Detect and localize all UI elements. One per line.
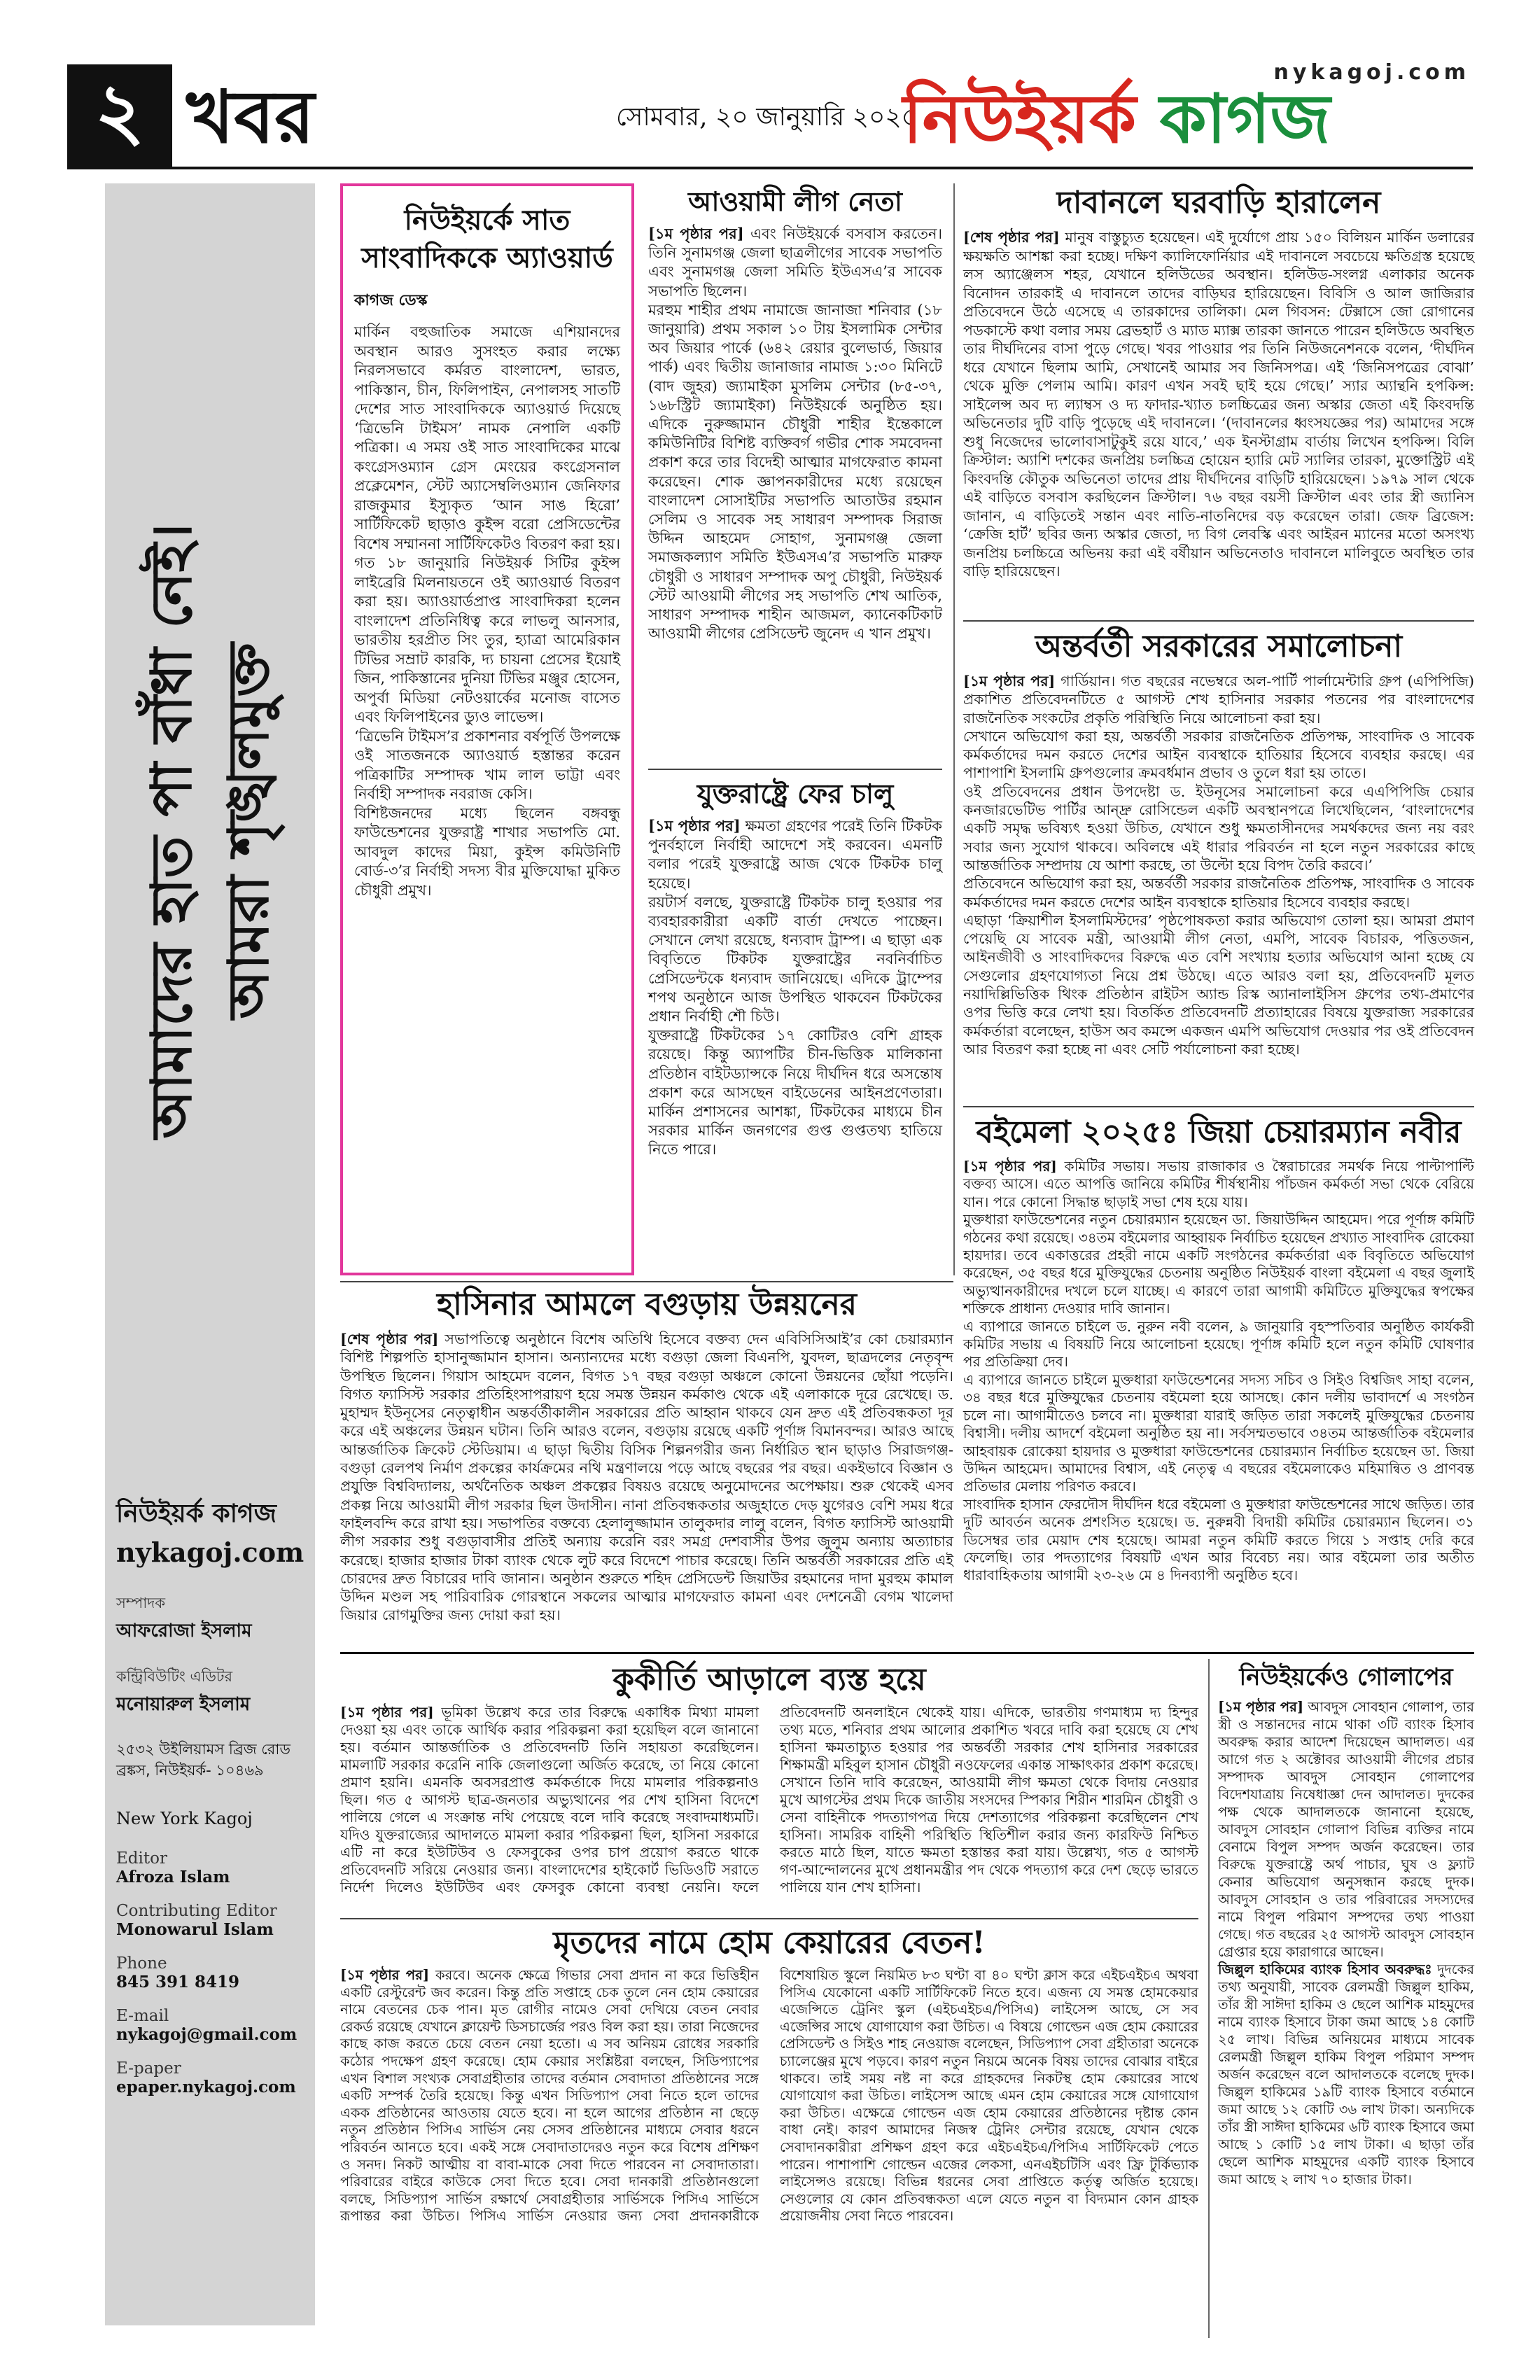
article-tiktok-lead: [১ম পৃষ্ঠার পর]	[648, 817, 741, 834]
article-interim-headline: অন্তর্বর্তী সরকারের সমালোচনা	[1035, 629, 1403, 664]
divider	[648, 769, 942, 770]
divider	[340, 1918, 1198, 1919]
article-boimela	[963, 1113, 1474, 1645]
article-golap-headline: নিউইয়র্কেও গোলাপের	[1239, 1663, 1453, 1691]
article-bogura-headline: হাসিনার আমলে বগুড়ায় উন্নয়নের	[437, 1287, 857, 1322]
article-bogura-text: সভাপতিত্বে অনুষ্ঠানে বিশেষ অতিথি হিসেবে বক্তব্য দেন এবিসিসিআই’র কো চেয়ারম্যান বিশিষ্ট শিল্পপতি হাসানুজ্জামান হাসান। অন্যান্যদের মধ্যে বগুড়া জেলা বিএনপি, যুবদল, ছাত্রদলের নেতৃবৃন্দ উপস্থিত ছিলেন। গিয়াস আহমেদ বলেন, বিগত ১৭ বছর বগুড়া অঞ্চলে কোনো উন্নয়নের ছোঁয়া পড়েনি। বিগত ফ্যাসিস্ট সরকার প্রতিহিংসাপরায়ণ হয়ে সমস্ত উন্নয়ন কর্মকাণ্ড থেকে এই এলাকাকে দূরে রেখেছে। ড. মুহাম্মদ ইউনূসের নেতৃত্বাধীন অন্তর্বর্তীকালীন সরকারের প্রতি আহ্বান থাকবে যেন দ্রুত এই প্রতিবন্ধকতা দূর করে এই অঞ্চলের উন্নয়ন ঘটান। তিনি আরও বলেন, বগুড়ায় রয়েছে একটি পূর্ণাঙ্গ বিমানবন্দর। আরও আছে আন্তর্জাতিক ক্রিকেট স্টেডিয়াম। এ ছাড়া দ্বিতীয় বিসিক শিল্পনগরীর জন্য নির্ধারিত স্থান ছাড়াও সিরাজগঞ্জ-বগুড়া রেলপথ নির্মাণ প্রকল্পের কার্যক্রমের নথি মন্ত্রণালয়ে পড়ে আছে বছরের পর বছর। একইভাবে বিজ্ঞান ও প্রযুক্তি বিশ্ববিদ্যালয়, অর্থনৈতিক অঞ্চল প্রকল্পের বিষয়ও রয়েছে অনুমোদনের অপেক্ষায়। শুরু থেকেই এসব প্রকল্প নিয়ে আওয়ামী লীগ সরকার ছিল উদাসীন। নানা প্রতিবন্ধকতার অজুহাতে দেড় যুগেরও বেশি সময় ধরে ফাইলবন্দি করে রাখা হয়। সভাপতির বক্তব্যে হেলালুজ্জামান তালুকদার লালু বলেন, বিগত ফ্যাসিস্ট আওয়ামী লীগ সরকার শুধু বগুড়াবাসীর প্রতিই অন্যায় করেনি বরং সমগ্র দেশবাসীর উপর জুলুম অন্যায় অত্যাচার করেছে। হাজার হাজার টাকা ব্যাংক থেকে লুট করে বিদেশে পাচার করেছে। তিনি অন্তর্বর্তী সরকারের প্রতি এই চোরদের দ্রুত বিচারের দাবি জানান। অনুষ্ঠান শুরুতে শহিদ প্রেসিডেন্ট জিয়াউর রহমানের দাদা মুরহুম কামাল উদ্দিন মণ্ডল সহ পারিবারিক গোরস্থানে সকলের আত্মার মাগফেরাত কামনা এবং দেশনেত্রী বেগম খালেদা জিয়ার রোগমুক্তির জন্য দোয়া করা হয়।	[340, 1331, 953, 1624]
divider	[340, 1281, 953, 1282]
article-golap-sub-text: দুদকের তথ্য অনুযায়ী, সাবেক রেলমন্ত্রী জিল্লুল হাকিম, তাঁর স্ত্রী সাঈদা হাকিম ও ছেলে আশিক মাহমুদের নামে ব্যাংক হিসাবে টাকা জমা আছে ১৪ কোটি ২৫ লাখ। বিভিন্ন অনিয়মের মাধ্যমে সাবেক রেলমন্ত্রী জিল্লুল হাকিম বিপুল পরিমাণ সম্পদ অর্জন করেছেন বলে আদালতকে বলেছে দুদক। জিল্লুল হাকিমের ১৯টি ব্যাংক হিসাবে বর্তমানে জমা আছে ১২ কোটি ৩৬ লাখ টাকা। অন্যদিকে তাঁর স্ত্রী সাঈদা হাকিমের ৬টি ব্যাংক হিসাবে জমা আছে ১ কোটি ১৫ লাখ টাকা। এ ছাড়া তাঁর ছেলে আশিক মাহমুদের একটি ব্যাংক হিসাবে জমা আছে ২ লাখ ৭০ হাজার টাকা।	[1218, 1961, 1474, 2188]
editor-name: আফরোজা ইসলাম	[116, 1620, 252, 1642]
column-divider	[953, 183, 955, 1275]
article-boimela-headline: বইমেলা ২০২৫ঃ জিয়া চেয়ারম্যান নবীর	[976, 1114, 1462, 1150]
divider	[340, 1652, 1474, 1654]
article-golap-text: আবদুস সোবহান গোলাপ, তার স্ত্রী ও সন্তানদের নামে থাকা ৩টি ব্যাংক হিসাব অবরুদ্ধ করার আদেশ দিয়েছেন আদালত। এর আগে গত ২ অক্টোবর আওয়ামী লীগের প্রচার সম্পাদক আবদুস সোবহান গোলাপের বিদেশযাত্রায় নিষেধাজ্ঞা দেন আদালত। দুদকের পক্ষ থেকে আদালতকে জানানো হয়েছে, আবদুস সোবহান গোলাপ বিভিন্ন ব্যক্তির নামে বেনামে বিপুল সম্পদ অর্জন করেছেন। তার বিরুদ্ধে যুক্তরাষ্ট্রে অর্থ পাচার, ঘুষ ও ফ্ল্যাট কেনার অভিযোগ অনুসন্ধান করছে দুদক। আবদুস সোবহান ও তার পরিবারের সদস্যদের নামে বিপুল পরিমাণ সম্পদের তথ্য পাওয়া গেছে। গত বছরের ২৫ আগস্ট আবদুস সোবহান গ্রেপ্তার হয়ে কারাগারে আছেন।	[1218, 1699, 1475, 1960]
article-wildfire-text: মানুষ বাস্তুচ্যুত হয়েছেন। এই দুর্যোগে প্রায় ১৫০ বিলিয়ন মার্কিন ডলারের ক্ষয়ক্ষতি আশঙ্কা করা হচ্ছে। দক্ষিণ ক্যালিফোর্নিয়ার এই দাবানলে সবচেয়ে ক্ষতিগ্রস্ত হয়েছে লস অ্যাঞ্জেলস শহর, যেখানে হলিউডের অবস্থান। হলিউড-সংলগ্ন এলাকার অনেক বিনোদন তারকাই এ দাবানলে তাদের বাড়িঘর হারিয়েছেন। বিবিসি ও আল জাজিরার প্রতিবেদনে উঠে এসেছে এ তারকাদের তালিকা। মেল গিবসন: টেক্সাসে জো রোগানের পডকাস্টে কথা বলার সময় ব্রেভহার্ট ও ম্যাড ম্যাক্স তারকা জানতে পারেন হলিউডে অবস্থিত তার দীর্ঘদিনের বাসা পুড়ে গেছে। খবর পাওয়ার পর তিনি নিউজনেশনকে বলেন, ‘দীর্ঘদিন ধরে যেখানে ছিলাম আমি, সেখানেই আমার সব জিনিসপত্র। এই ‘জিনিসপত্রের বোঝা’ থেকে মুক্তি পেলাম আমি। কারণ এখন সবই ছাই হয়ে গেছে।’ স্যার অ্যান্থনি হপকিন্স: সাইলেন্স অব দ্য ল্যাম্বস ও দ্য ফাদার-খ্যাত চলচ্চিত্রের জন্য অস্কার জেতা এই কিংবদন্তি অভিনেতার দুটি বাড়ি পুড়েছে এই দাবানলে। ‘(দাবানলের ধ্বংসযজ্ঞের পর) আমাদের সঙ্গে শুধু নিজেদের ভালোবাসাটুকুই রয়ে যাবে,’ এক ইনস্টাগ্রাম বার্তায় লিখেন হপকিন্স। বিলি ক্রিস্টাল: অ্যাশি দশকের জনপ্রিয় চলচ্চিত্র হোয়েন হ্যারি মেট স্যালির তারকা, মুক্তোস্ট্রিট এই কিংবদন্তি কৌতুক অভিনেতা তাদের প্রায় দীর্ঘদিনের বাড়িটি হারিয়েছেন। ১৯৭৯ সাল থেকে এই বাড়িতে বসবাস করছিলেন ক্রিস্টাল। ৭৬ বছর বয়সী ক্রিস্টাল এবং তার স্ত্রী জ্যানিস জানান, এ বাড়িতেই সন্তান এবং নাতি-নাতনিদের বড় করেছেন তারা। জেফ ব্রিজেস: ‘ক্রেজি হার্ট’ ছবির জন্য অস্কার জেতা, দ্য বিগ লেবস্কি এবং আইরন ম্যানের মতো অসংখ্য জনপ্রিয় চলচ্চিত্রে অভিনয় করা এই বর্ষীয়ান অভিনেতাও দাবানলে মালিবুতে অবস্থিত তার বাড়ি হারিয়েছেন।	[963, 229, 1475, 580]
article-awami-lead: [১ম পৃষ্ঠার পর]	[648, 225, 744, 242]
article-interim-lead: [১ম পৃষ্ঠার পর]	[963, 673, 1056, 690]
article-boimela-lead: [১ম পৃষ্ঠার পর]	[963, 1158, 1057, 1175]
article-tiktok	[648, 776, 942, 1273]
address-line-2: ব্রঙ্কস, নিউইয়র্ক- ১০৪৬৯	[116, 1762, 264, 1779]
page-number: ২	[67, 64, 172, 169]
article-award-body: মার্কিন বহুজাতিক সমাজে এশিয়ানদের অবস্থান আরও সুসংহত করার লক্ষ্যে নিরলসভাবে কর্মরত বাংলাদেশ, ভারত, পাকিস্তান, চীন, ফিলিপাইন, নেপালসহ সাতটি দেশের সাত সাংবাদিককে অ্যাওয়ার্ড দিয়েছে ‘ত্রিভেনি টাইমস’ নামক নেপালি একটি পত্রিকা। এ সময় ওই সাত সাংবাদিকের মাঝে কংগ্রেসওম্যান গ্রেস মেংয়ের কংগ্রেসনাল প্রক্লেমেশন, স্টেট অ্যাসেম্বলিওম্যান জেনিফার রাজকুমার ইস্যুকৃত ‘আন সাঙ হিরো’ সার্টিফিকেট ছাড়াও কুইন্স বরো প্রেসিডেন্টের বিশেষ সম্মাননা সার্টিফিকেটও বিতরণ করা হয়। গত ১৮ জানুয়ারি নিউইয়র্ক সিটির কুইন্স লাইব্রেরি মিলনায়তনে ওই অ্যাওয়ার্ড বিতরণ করা হয়। অ্যাওয়ার্ডপ্রাপ্ত সাংবাদিকরা হলেন বাংলাদেশ প্রতিনিধিত্ব করে লাভলু আনসার, ভারতীয় হরপ্রীত সিং তুর, হ্যাত্রা আমেরিকান টিভির সম্রাট কারকি, দ্য চায়না প্রেসের ইয়োই জিন, পাকিস্তানের দুনিয়া টিভির মঞ্জুর হোসেন, অপুর্বা মিডিয়া নেটওয়ার্কের মনোজ বাসেত এবং ফিলিপাইনের ড্যুও লাভেন্স। ‘ত্রিভেনি টাইমস’র প্রকাশনার বর্ষপূর্তি উপলক্ষে ওই সাতজনকে অ্যাওয়ার্ড হস্তান্তর করেন পত্রিকাটির সম্পাদক খাম লাল ভাট্টা এবং নির্বাহী সম্পাদক নবরাজ কেসি। বিশিষ্টজনদের মধ্যে ছিলেন বঙ্গবন্ধু ফাউন্ডেশনের যুক্তরাষ্ট্র শাখার সভাপতি মো. আবদুল কাদের মিয়া, কুইন্স কমিউনিটি বোর্ড-৩’র নির্বাহী সদস্য বীর মুক্তিযোদ্ধা মুকিত চৌধুরী প্রমুখ।	[354, 323, 620, 899]
article-homecare-headline: মৃতদের নামে হোম কেয়ারের বেতন!	[553, 1925, 986, 1961]
contrib-label: কন্ট্রিবিউটিং এডিটর	[116, 1668, 232, 1685]
masthead-url[interactable]: nykagoj.com	[116, 1536, 304, 1568]
email-link[interactable]: nykagoj@gmail.com	[116, 2025, 298, 2044]
article-wildfire	[963, 183, 1474, 617]
article-kukirti-body	[340, 1704, 1198, 1896]
phone-number: 845 391 8419	[116, 1973, 240, 1991]
slogan-line-1: আমাদের হাত পা বাঁধা নেই।	[139, 523, 205, 1139]
article-wildfire-headline: দাবানলে ঘরবাড়ি হারালেন	[1056, 185, 1381, 220]
en-contrib-name: Monowarul Islam	[116, 1920, 274, 1939]
article-interim-body	[963, 672, 1474, 1058]
article-tiktok-text: ক্ষমতা গ্রহণের পরেই তিনি টিকটক পুনর্বহালে নির্বাহী আদেশে সই করবেন। এমনটি বলার পরেই যুক্তরাষ্ট্রে আজ থেকে টিকটক চালু হয়েছে। রয়টার্স বলছে, যুক্তরাষ্ট্রে টিকটক চালু হওয়ার পর ব্যবহারকারীরা একটি বার্তা দেখতে পাচ্ছেন। সেখানে লেখা রয়েছে, ধন্যবাদ ট্রাম্প। এ ছাড়া এক বিবৃতিতে টিকটক যুক্তরাষ্ট্রের নবনির্বাচিত প্রেসিডেন্টকে ধন্যবাদ জানিয়েছে। এদিকে ট্রাম্পের শপথ অনুষ্ঠানে আজ উপস্থিত থাকবেন টিকটকের প্রধান নির্বাহী শৌ চিউ। যুক্তরাষ্ট্রে টিকটকের ১৭ কোটিরও বেশি গ্রাহক রয়েছে। কিন্তু অ্যাপটির চীন-ভিত্তিক মালিকানা প্রতিষ্ঠান বাইটড্যান্সকে নিয়ে দীর্ঘদিন ধরে অসন্তোষ প্রকাশ করে আসছেন বাইডেনের আইনপ্রণেতারা। মার্কিন প্রশাসনের আশঙ্কা, টিকটকের মাধ্যমে চীন সরকার মার্কিন জনগণের গুপ্ত গুপ্ততথ্য হাতিয়ে নিতে পারে।	[648, 818, 942, 1158]
address	[116, 1739, 305, 1781]
en-editor-name: Afroza Islam	[116, 1868, 230, 1886]
brand-logo-green: কাগজ	[1159, 79, 1331, 158]
article-bogura	[340, 1285, 953, 1649]
contrib-name: মনোয়ারুল ইসলাম	[116, 1694, 251, 1715]
article-tiktok-headline: যুক্তরাষ্ট্রে ফের চালু	[696, 778, 894, 809]
article-awami-body	[648, 224, 942, 643]
article-award-headline: নিউইয়র্কে সাত সাংবাদিককে অ্যাওয়ার্ড	[361, 204, 613, 274]
article-wildfire-lead: [শেষ পৃষ্ঠার পর]	[963, 229, 1060, 246]
epaper-link[interactable]: epaper.nykagoj.com	[116, 2078, 296, 2096]
masthead	[116, 1494, 305, 2112]
editor-label: সম্পাদক	[116, 1595, 166, 1611]
article-homecare-body	[340, 1967, 1198, 2225]
article-golap	[1218, 1660, 1474, 2339]
email-label: E-mail	[116, 2007, 169, 2025]
slogan	[105, 183, 315, 1478]
en-editor-label: Editor	[116, 1849, 167, 1868]
article-tiktok-body	[648, 816, 942, 1160]
article-homecare-text: করবে। অনেক ক্ষেত্রে গিভার সেবা প্রদান না করে ভিত্তিহীন একটি রেস্টুরেন্ট জব করেন। কিন্তু প্রতি সপ্তাহে চেক তুলে নেন হোম কেয়ারের নামে বেতনের চেক পান। মৃত রোগীর নামেও সেবা দেখিয়ে বেতন নেবার রেকর্ড রয়েছে যেখানে ক্লায়েন্ট ডিসচার্জের পরও বিল করা হয়। তারা নিজেদের কাছে কাজ করতে চেয়ে বেতন নেয়া হতো। এ সব অনিয়ম রোধের সরকারি কঠোর পদক্ষেপ গ্রহণ করেছে। হোম কেয়ার সংশ্লিষ্টরা বলছেন, সিডিপ্যাপের এখন বিশাল সংখ্যক সেবাগ্রহীতার তাদের বর্তমান সেবাদাতা প্রতিষ্ঠানের সঙ্গে একটি সম্পর্ক তৈরি হয়েছে। কিন্তু এখন সিডিপ্যাপ সেবা নিতে হলে তাদের একক প্রতিষ্ঠানের আওতায় যেতে হবে। না হলে আগের প্রতিষ্ঠান না ছেড়ে নতুন প্রতিষ্ঠান পিসিএ সার্ভিস নেয় সেসব প্রতিষ্ঠানের মাধ্যমে সেবার ধরনে পরিবর্তন আনতে হবে। একই সঙ্গে সেবাদাতাদেরও নতুন করে বিশেষ প্রশিক্ষণ ও সনদ। নিকট আত্মীয় বা বাবা-মাকে সেবা দিতে পারবেন না সেবাদাতারা। পরিবারের বাইরে কাউকে সেবা দিতে হবে। সেবা দানকারী প্রতিষ্ঠানগুলো বলছে, সিডিপ্যাপ সার্ভিস রক্ষার্থে সেবাগ্রহীতার সার্ভিসকে পিসিএ সার্ভিসে রূপান্তর করা উচিত। পিসিএ সার্ভিস নেওয়ার জন্য সেবা প্রদানকারীকে বিশেষায়িত স্কুলে নিয়মিত ৮৩ ঘণ্টা বা ৪০ ঘণ্টা ক্লাস করে এইচএইচএ অথবা পিসিএ যেকোনো একটি সার্টিফিকেট নিতে হবে। এজন্য যে সমস্ত হোমকেয়ার এজেন্সিতে ট্রেনিং স্কুল (এইচএইচএ/পিসিএ) লাইসেন্স আছে, সে সব এজেন্সির সাথে যোগাযোগ করা উচিত। এ বিষয়ে গোল্ডেন এজ হোম কেয়ারের প্রেসিডেন্ট ও সিইও শাহ নেওয়াজ বলেছেন, সিডিপ্যাপ সেবা গ্রহীতারা অনেকে চ্যালেঞ্জের মুখে পড়বে। কারণ নতুন নিয়মে অনেক বিষয় তাদের বোঝার বাইরে থাকবে। তাই সময় নষ্ট না করে গ্রাহকদের নিকটস্থ হোম কেয়ারের সাথে যোগাযোগ করা উচিত। লাইসেন্স আছে এমন হোম কেয়ারের সঙ্গে যোগাযোগ করা উচিত। এক্ষেত্রে গোল্ডেন এজ হোম কেয়ারের প্রতিষ্ঠানের দৃষ্টান্ত কোন বাধা নেই। কারণ আমাদের নিজস্ব ট্রেনিং সেন্টার রয়েছে, যেখান থেকে সেবাদানকারীরা প্রশিক্ষণ গ্রহণ করে এইচএইচএ/পিসিএ সার্টিফিকেট পেতে পারেন। পাশাপাশি গোল্ডেন এজের লেকসা, এনএইচটিসি এবং ফ্রি টুর্কিভ্যাক লাইসেন্সও রয়েছে। বিভিন্ন ধরনের সেবা প্রাপ্তিতে কর্তৃত্ব অর্জিত হয়েছে। সেগুলোর যে কোন প্রতিবন্ধকতা এলে যেতে নতুন বা বিদ্যমান কোন গ্রাহক প্রয়োজনীয় সেবা নিতে পারবেন।	[340, 1967, 1198, 2225]
masthead-en-title: New York Kagoj	[116, 1809, 253, 1828]
article-kukirti-headline: কুকীর্তি আড়ালে ব্যস্ত হয়ে	[612, 1662, 926, 1698]
article-kukirti-lead: [১ম পৃষ্ঠার পর]	[340, 1704, 434, 1721]
divider	[963, 620, 1474, 622]
article-boimela-text: কমিটির সভায়। সভায় রাজাকার ও স্বৈরাচারের সমর্থক নিয়ে পাল্টাপাল্টি বক্তব্য আসে। এতে আপত্তি জানিয়ে কমিটির শীর্ষস্থানীয় পাঁচজন কর্মকর্তা সভা থেকে বেরিয়ে যান। পরে কোনো সিদ্ধান্ত ছাড়াই সভা শেষ হয়ে যায়। মুক্তধারা ফাউন্ডেশনের নতুন চেয়ারম্যান হয়েছেন ডা. জিয়াউদ্দিন আহমেদ। পরে পূর্ণাঙ্গ কমিটি গঠনের কথা রয়েছে। ৩৪তম বইমেলার আহ্বায়ক নির্বাচিত হয়েছেন প্রখ্যাত সাংবাদিক রোকেয়া হায়দার। তবে একাত্তরের প্রহরী নামে একটি সংগঠনের কর্মকর্তারা এক বিবৃতিতে অভিযোগ করেছেন, ৩৫ বছর ধরে মুক্তিযুদ্ধের চেতনায় অনুষ্ঠিত নিউইয়র্ক বাংলা বইমেলা এ বছর জুলাই অভ্যুত্থানকারীদের দখলে চলে যাচ্ছে। এ কারণে তারা আগামী কমিটিতে মুক্তিযুদ্ধের স্বপক্ষের শক্তিকে প্রাধান্য দেওয়ার দাবি জানান। এ ব্যাপারে জানতে চাইলে ড. নুরুন নবী বলেন, ৯ জানুয়ারি বৃহস্পতিবার অনুষ্ঠিত কার্যকরী কমিটির সভায় এ বিষয়টি নিয়ে আলোচনা হয়েছে। পূর্ণাঙ্গ কমিটি হলে নতুন কমিটি ঘোষণার পর প্রতিক্রিয়া দেব। এ ব্যাপারে জানতে চাইলে মুক্তধারা ফাউন্ডেশনের সদস্য সচিব ও সিইও বিশ্বজিৎ সাহা বলেন, ৩৪ বছর ধরে মুক্তিযুদ্ধের চেতনায় বইমেলা হয়ে আসছে। কোন দলীয় ভাবাদর্শে এ সংগঠন চলে না। আগামীতেও চলবে না। মুক্তধারা যারাই জড়িত তারা সকলেই মুক্তিযুদ্ধের চেতনায় বিশ্বাসী। দলীয় আদর্শে বইমেলা অনুষ্ঠিত হয় না। সর্বসম্মতভাবে ৩৪তম আন্তর্জাতিক বইমেলার আহবায়ক রোকেয়া হায়দার ও মুক্তধারা ফাউন্ডেশনের চেয়ারম্যান নির্বাচিত হয়েছেন ডা. জিয়া উদ্দিন আহমেদ। আমাদের বিশ্বাস, এই নেতৃত্ব এ বছরের বইমেলাকেও মহিমান্বিত ও প্রাণবন্ত প্রতিভার মেলায় পরিণত করবে। সাংবাদিক হাসান ফেরদৌস দীর্ঘদিন ধরে বইমেলা ও মুক্তধারা ফাউন্ডেশনের সাথে জড়িত। তার দুটি আবর্তন অনেক প্রশংসিত হয়েছে। ড. নুরুন্নবী বিদায়ী কমিটির চেয়ারম্যান ছিলেন। ৩১ ডিসেম্বর তার মেয়াদ শেষ হয়েছে। আমরা নতুন কমিটি করতে গিয়ে ১ সপ্তাহ দেরি করে ফেলেছি। তার পদত্যাগের বিষয়টি এখন আর বিবেচ্য নয়। আর বইমেলা তার অতীত ধারাবাহিকতায় আগামী ২৩-২৬ মে ৪ দিনব্যাপী অনুষ্ঠিত হবে।	[963, 1158, 1474, 1584]
masthead-title: নিউইয়র্ক কাগজ	[116, 1499, 276, 1528]
article-bogura-body	[340, 1330, 953, 1625]
address-line-1: ২৫৩২ উইলিয়ামস ব্রিজ রোড	[116, 1741, 290, 1758]
article-homecare-lead: [১ম পৃষ্ঠার পর]	[340, 1967, 430, 1983]
article-awami-headline: আওয়ামী লীগ নেতা	[688, 186, 902, 217]
article-interim	[963, 627, 1474, 1103]
en-contrib-label: Contributing Editor	[116, 1902, 277, 1920]
article-bogura-lead: [শেষ পৃষ্ঠার পর]	[340, 1331, 439, 1348]
issue-date: সোমবার, ২০ জানুয়ারি ২০২৫	[616, 103, 918, 132]
phone-label: Phone	[116, 1954, 167, 1973]
article-awami	[648, 183, 942, 764]
article-awami-text: এবং নিউইয়র্কে বসবাস করতেন। তিনি সুনামগঞ্জ জেলা ছাত্রলীগের সাবেক সভাপতি এবং সুনামগঞ্জ জেলা সমিতি ইউএসএ’র সাবেক সভাপতি ছিলেন। মরহুম শাহীর প্রথম নামাজে জানাজা শনিবার (১৮ জানুয়ারি) প্রথম সকাল ১০ টায় ইসলামিক সেন্টার অব জিয়ার পার্কে (৬৪২ রেয়ার বুলেভার্ড, জিয়ার পার্ক) এবং দ্বিতীয় জানাজার নামাজ ১:৩০ মিনিটে (বাদ জুহর) জ্যামাইকা মুসলিম সেন্টার (৮৫-৩৭, ১৬৮স্ট্রিট জ্যামাইকা) নিউইয়র্কে অনুষ্ঠিত হয়। এদিকে নুরুজ্জামান চৌধুরী শাহীর ইন্তেকালে কমিউনিটির বিশিষ্ট ব্যক্তিবর্গ গভীর শোক সমবেদনা প্রকাশ করে তার বিদেহী আত্মার মাগফেরাত কামনা করেছেন। শোক জ্ঞাপনকারীদের মধ্যে রয়েছেন বাংলাদেশ সোসাইটির সভাপতি আতাউর রহমান সেলিম ও সাবেক সহ সাধারণ সম্পাদক সিরাজ উদ্দিন আহমেদ সোহাগ, সুনামগঞ্জ জেলা সমাজকল্যাণ সমিতি ইউএসএ’র সভাপতি মারুফ চৌধুরী ও সাধারণ সম্পাদক অপু চৌধুরী, নিউইয়র্ক স্টেট আওয়ামী লীগের সহ সভাপতি শেখ আতিক, সাধারণ সম্পাদক শাহীন আজমল, ক্যানেকটিকাট আওয়ামী লীগের প্রেসিডেন্ট জুনেদ এ খান প্রমুখ।	[648, 225, 942, 643]
article-kukirti	[340, 1660, 1198, 1896]
article-homecare	[340, 1924, 1198, 2344]
brand-logo-red: নিউইয়র্ক	[903, 79, 1137, 158]
divider	[963, 1106, 1474, 1107]
article-boimela-body	[963, 1158, 1474, 1585]
article-golap-body	[1218, 1698, 1474, 2188]
article-award-byline: কাগজ ডেস্ক	[354, 292, 428, 309]
article-wildfire-body	[963, 228, 1474, 581]
epaper-label: E-paper	[116, 2059, 181, 2078]
column-divider	[1208, 1659, 1210, 2338]
section-name: খবর	[186, 74, 315, 160]
slogan-line-2: আমরা শৃঙ্খলমুক্ত	[216, 643, 282, 1019]
article-award	[340, 183, 634, 1275]
article-kukirti-text: ভূমিকা উল্লেখ করে তার বিরুদ্ধে একাধিক মিথ্যা মামলা দেওয়া হয় এবং তাকে আর্থিক করার পরিকল্পনা করা হয়েছিল বলে জানানো হয়। বর্তমান আন্তর্জাতিক ও প্রতিবেদনটি তিনি সহায়তা করেছিলেন। মামলাটি সরকার করেনি নাকি জেলাগুলো অর্জিত করেছে, তা নিয়ে কোনো প্রমাণ হয়নি। এমনকি অবসরপ্রাপ্ত কর্মকর্তাকে দিয়ে মামলার পরিকল্পনাও ছিল। গত ৫ আগস্ট ছাত্র-জনতার অভ্যুত্থানের পর শেখ হাসিনা বিদেশে পালিয়ে গেলে এ সংক্রান্ত নথি পেয়েছে বলে দাবি করেছে সংবাদমাধ্যমটি। যদিও যুক্তরাজ্যের আদালতে মামলা করার পরিকল্পনা ছিল, হাসিনা সরকারে এটি না করে ইউটিউব ও ফেসবুকের ওপর চাপ প্রয়োগ করতে থাকে প্রতিবেদনটি সরিয়ে নেওয়ার জন্য। বাংলাদেশের হাইকোর্ট ভিডিওটি সরাতে নির্দেশ দিলেও ইউটিউব এবং ফেসবুক কোনো ব্যবস্থা নেয়নি। ফলে প্রতিবেদনটি অনলাইনে থেকেই যায়। এদিকে, ভারতীয় গণমাধ্যম দ্য হিন্দুর তথ্য মতে, শনিবার প্রথম আলোর প্রকাশিত খবরে দাবি করা হয়েছে যে শেখ হাসিনা ক্ষমতাচ্যুত হওয়ার পর অন্তর্বর্তী সরকার শেখ হাসিনার সরকারের শিক্ষামন্ত্রী মহিবুল হাসান চৌধুরী নওফেলের একান্ত সাক্ষাৎকার প্রকাশ করেছে। সেখানে তিনি দাবি করেছেন, আওয়ামী লীগ ক্ষমতা থেকে বিদায় নেওয়ার মুখে আগস্টের প্রথম দিকে জাতীয় সংসদের স্পিকার শিরীন শারমিন চৌধুরী ও সেনা বাহিনীকে পদত্যাগপত্র দিয়ে দেশত্যাগের পরিকল্পনা করেছিলেন শেখ হাসিনা। সামরিক বাহিনী পরিস্থিতি স্থিতিশীল করার জন্য কারফিউ নিশ্চিত করতে মাঠে ছিল, যাতে ক্ষমতা হস্তান্তর করা যায়। উল্লেখ্য, গত ৫ আগস্ট গণ-আন্দোলনের মুখে প্রধানমন্ত্রীর পদ থেকে পদত্যাগ করে দেশ ছেড়ে ভারতে পালিয়ে যান শেখ হাসিনা।	[340, 1704, 1198, 1896]
brand-logo	[903, 79, 1331, 158]
brand-url[interactable]: nykagoj.com	[1273, 60, 1470, 85]
header-rule	[67, 167, 1473, 169]
article-golap-lead: [১ম পৃষ্ঠার পর]	[1218, 1699, 1304, 1715]
article-golap-sub-lead: জিল্লুল হাকিমের ব্যাংক হিসাব অবরুদ্ধঃ	[1218, 1961, 1432, 1977]
article-interim-text: গার্ডিয়ান। গত বছরের নভেম্বরে অল-পার্টি পার্লামেন্টারি গ্রুপ (এপিপিজি) প্রকাশিত প্রতিবেদনটিতে ৫ আগস্ট শেখ হাসিনার সরকার পতনের পর বাংলাদেশের রাজনৈতিক সংকটের প্রকৃতি পরিস্থিতি নিয়ে আলোচনা করা হয়। সেখানে অভিযোগ করা হয়, অন্তর্বর্তী সরকার রাজনৈতিক প্রতিপক্ষ, সাংবাদিক ও সাবেক কর্মকর্তাদের দমন করতে দেশের আইন ব্যবস্থাকে হাতিয়ার হিসেবে ব্যবহার করছে। এর পাশাপাশি ইসলামি গ্রুপগুলোর ক্রমবর্ধমান প্রভাব ও তুলে ধরা হয় তাতে। ওই প্রতিবেদনের প্রধান উপদেষ্টা ড. ইউনূসের সমালোচনা করে এএপিপিজি চেয়ার কনজারভেটিভ পার্টির আন্দ্রু রোসিন্ডেল একটি অবস্থানপত্রে লিখেছিলেন, ‘বাংলাদেশের একটি সমৃদ্ধ ভবিষ্যৎ হওয়া উচিত, যেখানে শুধু ক্ষমতাসীনদের সমর্থকদের জন্য নয় বরং সবার জন্য সুযোগ থাকবে। অবিলম্বে এই ধারার পরিবর্তন না হলে নতুন সরকারের কাছে আন্তর্জাতিক সম্প্রদায় যে আশা করছে, তা উল্টো হয়ে বিপদ তৈরি করবে।’ প্রতিবেদনে অভিযোগ করা হয়, অন্তর্বর্তী সরকার রাজনৈতিক প্রতিপক্ষ, সাংবাদিক ও সাবেক কর্মকর্তাদের দমন করতে দেশের আইন ব্যবস্থাকে হাতিয়ার হিসেবে ব্যবহার করছে। এছাড়া ‘ক্রিয়াশীল ইসলামিস্টদের’ পৃষ্ঠপোষকতা করার অভিযোগ তোলা হয়। আমরা প্রমাণ পেয়েছি যে সাবেক মন্ত্রী, আওয়ামী লীগ নেতা, এমপি, সাবেক বিচারক, পত্তিতজন, আইনজীবী ও সাংবাদিকদের বিরুদ্ধে এত বেশি সংখ্যায় হত্যার অভিযোগ আনা হচ্ছে যে সেগুলোর গ্রহণযোগ্যতা নিয়ে প্রশ্ন উঠছে। এতে আরও বলা হয়, প্রতিবেদনটি মূলত নয়াদিল্লিভিত্তিক থিংক প্রতিষ্ঠান রাইটস অ্যান্ড রিস্ক অ্যানালাইসিস গ্রুপের তথ্য-প্রমাণের ওপর ভিত্তি করে লেখা হয়। বিতর্কিত প্রতিবেদনটি প্রত্যাহারের বিষয়ে যুক্তরাজ্য সরকারের কর্মকর্তারা বলেছেন, হাউস অব কমন্সে একজন এমপি অভিযোগ দেওয়ার পর ওই প্রতিবেদন আর বিতরণ করা হচ্ছে না এবং সেটি পর্যালোচনা করা হচ্ছে।	[963, 673, 1474, 1058]
